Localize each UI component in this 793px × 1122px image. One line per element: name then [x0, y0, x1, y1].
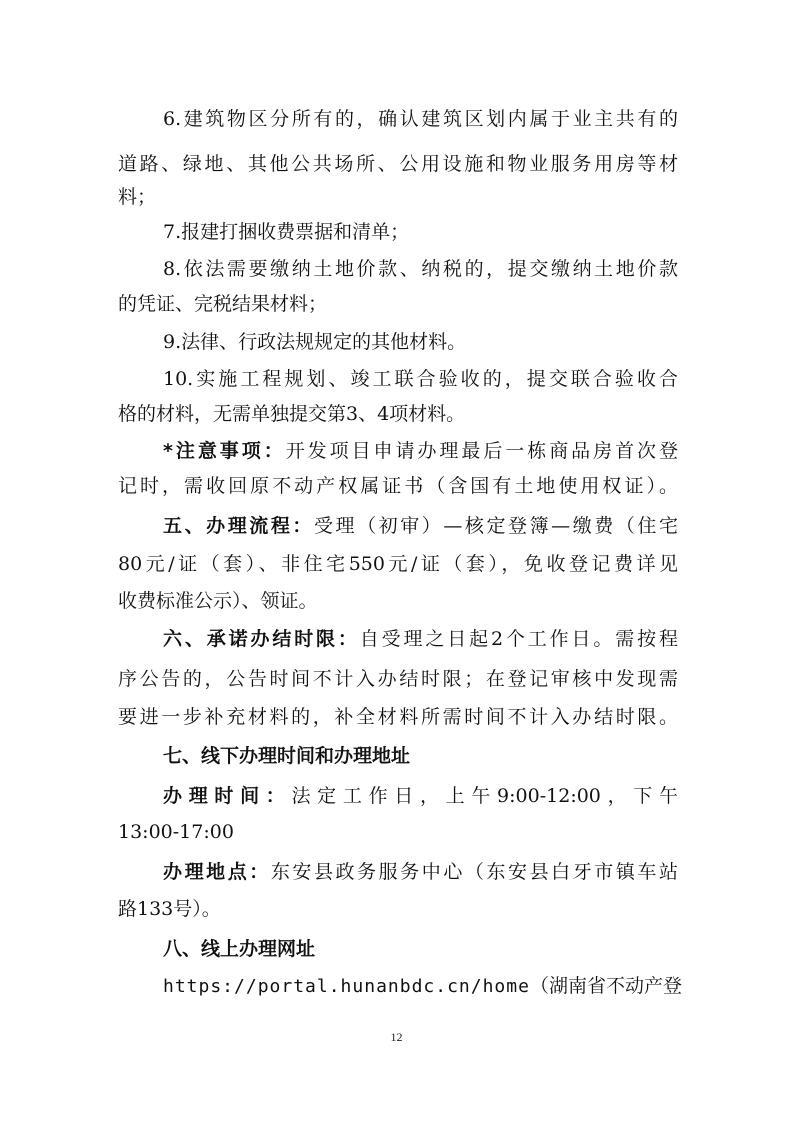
paragraph-line: 要进一步补充材料的，补全材料所需时间不计入办结时限。: [118, 706, 678, 728]
office-hours-line: [163, 782, 678, 810]
online-url-link[interactable]: https://portal.hunanbdc.cn/home: [163, 976, 530, 997]
paragraph-line: 格的材料，无需单独提交第3、4项材料。: [118, 403, 466, 425]
paragraph-line: 序公告的，公告时间不计入办结时限；在登记审核中发现需: [118, 668, 678, 690]
section-six-text: 自受理之日起2个工作日。需按程: [359, 628, 678, 650]
paragraph-line: 80元/证（套）、非住宅550元/证（套），免收登记费详见: [118, 553, 678, 575]
section-seven-heading: 七、线下办理时间和办理地址: [163, 745, 411, 767]
paragraph-line: 的凭证、完税结果材料；: [118, 293, 328, 315]
paragraph-line: 9.法律、行政法规规定的其他材料。: [163, 331, 467, 353]
paragraph-line: 道路、绿地、其他公共场所、公用设施和物业服务用房等材: [118, 153, 678, 175]
office-address-line: [163, 858, 678, 886]
paragraph-line: 记时，需收回原不动产权属证书（含国有土地使用权证）。: [118, 475, 678, 497]
notice-label: *注意事项：: [163, 440, 286, 462]
section-six-heading: 六、承诺办结时限：: [163, 628, 360, 650]
paragraph-line: 10.实施工程规划、竣工联合验收的，提交联合验收合: [163, 368, 678, 390]
section-five-text: 受理（初审）—核定登簿—缴费（住宅: [313, 515, 678, 537]
notice-text: 开发项目申请办理最后一栋商品房首次登: [285, 440, 678, 462]
section-five-line: [163, 512, 678, 540]
paragraph-line: 收费标准公示）、领证。: [118, 590, 318, 612]
office-address-label: 办理地点：: [163, 861, 271, 883]
paragraph-line: 8.依法需要缴纳土地价款、纳税的，提交缴纳土地价款: [163, 258, 678, 280]
office-address-text: 东安县政务服务中心（东安县白牙市镇车站: [270, 861, 678, 883]
paragraph-line: 6.建筑物区分所有的，确认建筑区划内属于业主共有的: [163, 108, 678, 130]
section-six-line: [163, 625, 678, 653]
paragraph-line: 料；: [118, 186, 157, 208]
section-eight-heading: 八、线上办理网址: [163, 938, 316, 960]
office-hours-continued: 13:00-17:00: [118, 821, 234, 843]
page-number: 12: [390, 1030, 403, 1044]
online-url-text: （湖南省不动产登: [529, 975, 682, 997]
section-five-heading: 五、办理流程：: [163, 515, 314, 537]
notice-line: [163, 437, 678, 465]
online-url-line: [163, 972, 682, 1001]
office-hours-text: 法定工作日，上午9:00-12:00，下午: [291, 785, 678, 807]
office-hours-label: 办理时间：: [163, 785, 292, 807]
office-address-continued: 路133号）。: [118, 898, 221, 920]
paragraph-line: 7.报建打捆收费票据和清单；: [163, 221, 410, 243]
